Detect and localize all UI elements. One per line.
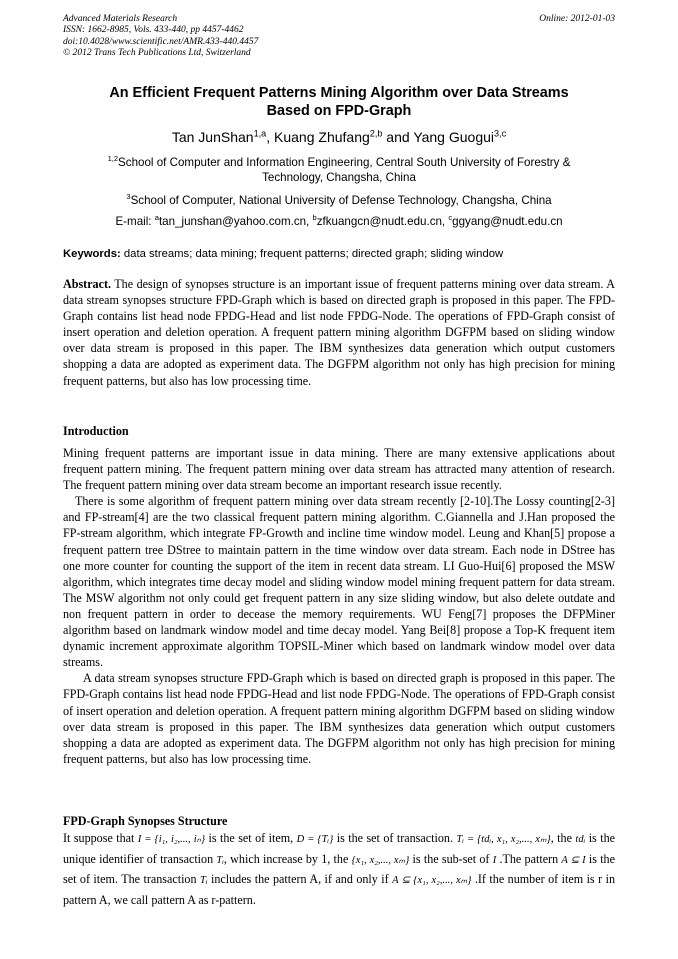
fpd-graph-paragraph [63, 829, 615, 910]
affiliation-1 [63, 155, 615, 185]
math-subset: {x₁, x₂,..., xₘ} [351, 854, 410, 866]
author-2: Kuang Zhufang [274, 129, 370, 145]
issn-line: ISSN: 1662-8985, Vols. 433-440, pp 4457-4462 [63, 25, 244, 36]
online-date: Online: 2012-01-03 [539, 14, 615, 24]
affiliation-1-line-2: Technology, Changsha, China [262, 171, 416, 184]
email-c-sup: c [448, 213, 453, 223]
fpd-text-11: .If the number of item is r in pattern A, we call pattern A as r-pattern. [63, 872, 615, 907]
affiliation-2-sup: 3 [126, 192, 131, 202]
copyright-line: © 2012 Trans Tech Publications Ltd, Switzerland [63, 47, 251, 58]
intro-paragraph-2: There is some algorithm of frequent pattern mining over data stream recently [2-10].The Lossy counting[2-3] and FP-stream[4] are the two classical frequent pattern mining algorithm. C.Giannella and J.Han proposed the FP-stream algorithm, which integrate FP-Growth and incline time window model. Leung and Khan[5] propose a frequent pattern tree DStree to maintain pattern in the time window over data stream. Each node in DStree has one more counter for counting the support of the item in recent data stream. LI Guo-Hui[6] proposed the MSW algorithm, which integrates time decay model and sliding window model mining frequent pattern for data stream. The MSW algorithm not only could get frequent pattern in any size sliding window, but also delete outdate and non frequent pattern in order to decease the memory requirements. WU Feng[7] proposes the DFPMiner algorithm based on landmark window model and time decay model. Yang Bei[8] propose a Top-K frequent item dynamic increment approximate algorithm TOPSIL-Miner which based on landmark window model over data streams. [63, 494, 615, 670]
journal-header [63, 14, 258, 59]
author-1: Tan JunShan [171, 129, 254, 145]
math-transaction-set: D = {Tᵢ} [296, 834, 334, 845]
title-line-1: An Efficient Frequent Patterns Mining Algorithm over Data Streams [109, 85, 569, 101]
math-ti-2: Tᵢ [199, 875, 208, 886]
math-pattern-subset: A ⊆ {x₁, x₂,..., xₘ} [392, 875, 472, 886]
title-line-2: Based on FPD-Graph [266, 103, 412, 119]
intro-paragraph-1: Mining frequent patterns are important issue in data mining. There are many extensive applications about frequent pattern mining. The frequent pattern mining over data stream has attracted many attention of research. The frequent pattern mining over data stream become an important research issue recently. [63, 446, 615, 493]
math-i: I [492, 854, 497, 866]
keywords [63, 247, 615, 261]
math-td: tdᵢ [575, 834, 586, 845]
email-label: E-mail: [115, 215, 155, 228]
affiliation-2-text: School of Computer, National University of Defense Technology, Changsha, China [130, 194, 552, 207]
affiliation-2 [63, 193, 615, 208]
author-list [63, 128, 615, 146]
paper-title [70, 84, 608, 120]
affiliation-1-line-1: School of Computer and Information Engineering, Central South University of Forestry & [118, 156, 571, 169]
email-c-link[interactable]: ggyang@nudt.edu.cn [452, 215, 563, 228]
math-item-set: I = {i₁, i₂,..., iₙ} [137, 834, 206, 845]
keywords-text: data streams; data mining; frequent patterns; directed graph; sliding window [120, 248, 504, 260]
email-a-link[interactable]: tan_junshan@yahoo.com.cn, [158, 215, 313, 228]
doi-line: doi:10.4028/www.scientific.net/AMR.433-440.4457 [63, 36, 259, 47]
email-b-link[interactable]: zfkuangcn@nudt.edu.cn, [316, 215, 449, 228]
fpd-text-7: is the sub-set of [409, 851, 493, 866]
author-1-affil: 1,a [253, 128, 267, 139]
journal-name: Advanced Materials Research [63, 14, 178, 24]
math-ti: Tᵢ [216, 854, 224, 866]
keywords-label: Keywords: [63, 248, 121, 260]
abstract-text: The design of synopses structure is an important issue of frequent patterns mining over data stream. A data stream synopses structure FPD-Graph which is based on directed graph is proposed in this paper. The FPD-Graph contains list head node FPDG-Head and list node FPDG-Node. The operations of FPD-Graph consist of insert operation and deletion operation. A frequent pattern mining algorithm DGFPM based on sliding window over data stream is proposed in this paper. The IBM synthesizes data generation which output customers shopping a data are adopted as experiment data. The DGFPM algorithm not only has high precision for mining frequent patterns, but also has low processing time. [63, 277, 615, 388]
author-3-affil: 3,c [494, 128, 507, 139]
email-line [63, 214, 615, 229]
introduction-heading: Introduction [63, 424, 129, 438]
email-a-sup: a [154, 213, 159, 223]
author-3: Yang Guogui [413, 129, 495, 145]
abstract [63, 276, 615, 389]
fpd-text-8: .The pattern [496, 851, 562, 866]
intro-paragraph-3: A data stream synopses structure FPD-Graph which is based on directed graph is proposed in this paper. The FPD-Graph contains list head node FPDG-Head and list node FPDG-Node. The operations of FPD-Graph consist of insert operation and deletion operation. A frequent pattern mining algorithm DGFPM based on sliding window over data stream is proposed in this paper. The IBM synthesizes data generation which output customers shopping a data are adopted as experiment data. The DGFPM algorithm not only has high precision for mining frequent patterns, but also has low processing time. [63, 671, 615, 766]
fpd-text-3: is the set of transaction. [333, 831, 457, 845]
introduction-body [63, 445, 615, 767]
author-2-affil: 2,b [369, 128, 383, 139]
math-pattern: A ⊆ I [561, 854, 586, 866]
fpd-text-10: includes the pattern A, if and only if [207, 872, 393, 886]
fpd-text-9: is the set of item. The transaction [63, 851, 615, 886]
fpd-text-1: It suppose that [63, 831, 138, 845]
affiliation-1-sup: 1,2 [107, 154, 119, 164]
author-sep-2: and [382, 129, 414, 145]
fpd-graph-heading: FPD-Graph Synopses Structure [63, 814, 228, 828]
math-transaction: Tᵢ = {tdᵢ, x₁, x₂,..., xₘ} [456, 834, 551, 845]
fpd-text-2: is the set of item, [205, 831, 297, 845]
fpd-text-6: , which increase by 1, the [223, 851, 352, 866]
fpd-text-4: , the [550, 831, 576, 845]
abstract-label: Abstract. [63, 277, 112, 291]
email-b-sup: b [312, 213, 317, 223]
author-sep-1: , [266, 129, 275, 145]
fpd-text-5: is the unique identifier of transaction [63, 831, 615, 866]
